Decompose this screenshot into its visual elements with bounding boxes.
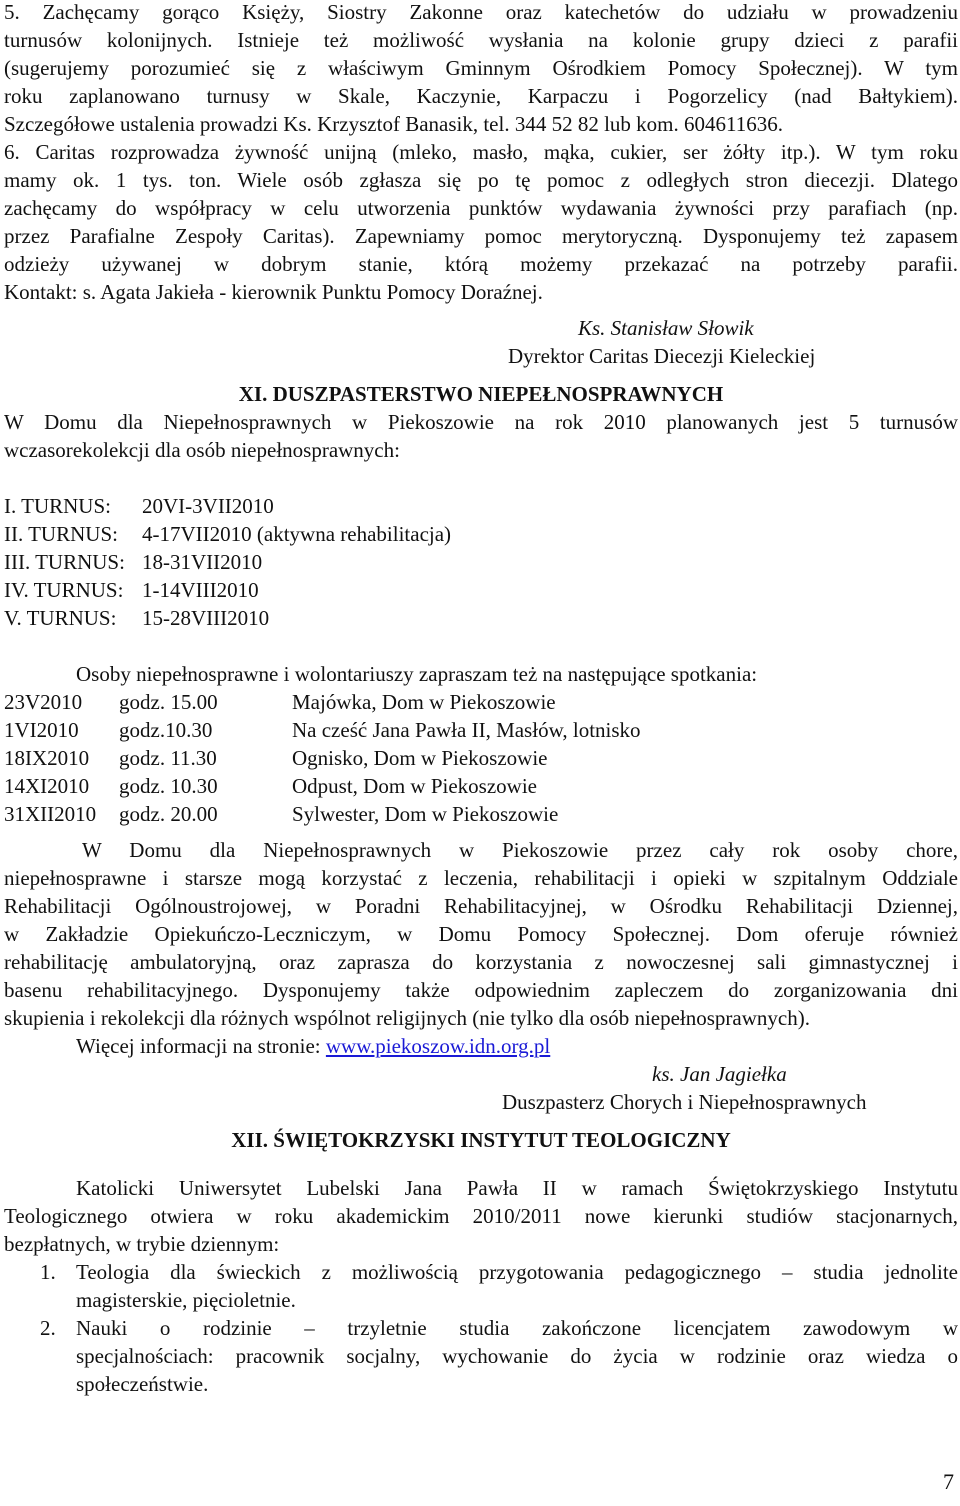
text-line: specjalnościach: pracownik socjalny, wychowanie do życia w rodzinie oraz wiedza o: [76, 1344, 958, 1368]
text-line: Rehabilitacji Ogólnoustrojowej, w Poradni Rehabilitacyjnej, w Ośrodku Rehabilitacji Dziennej,: [4, 894, 958, 918]
text-line: 5. Zachęcamy gorąco Księży, Siostry Zakonne oraz katechetów do udziału w prowadzeniu: [4, 0, 958, 24]
more-info-prefix: Więcej informacji na stronie:: [76, 1034, 326, 1058]
section-xii-intro: [4, 1174, 958, 1258]
text-line: społeczeństwie.: [76, 1372, 209, 1396]
turnus-label: V. TURNUS:: [4, 606, 117, 630]
section-xi-title: XI. DUSZPASTERSTWO NIEPEŁNOSPRAWNYCH: [238, 382, 724, 406]
events-list: [4, 688, 958, 828]
website-link[interactable]: www.piekoszow.idn.org.pl: [325, 1034, 551, 1058]
signature-name: Ks. Stanisław Słowik: [578, 316, 754, 340]
section-xii-title: XII. ŚWIĘTOKRZYSKI INSTYTUT TEOLOGICZNY: [231, 1128, 731, 1152]
text-line: turnusów kolonijnych. Istnieje też możliwość wysłania na kolonie grupy dzieci z parafii: [4, 28, 958, 52]
paragraph-5: [4, 0, 958, 138]
turnus-list: [4, 492, 958, 632]
turnus-row: [4, 492, 958, 520]
text-line: (sugerujemy porozumieć się z właściwym Gminnym Ośrodkiem Pomocy Społecznej). W tym: [4, 56, 958, 80]
turnus-dates: 15-28VIII2010: [142, 606, 270, 630]
signature-name: ks. Jan Jagiełka: [652, 1062, 787, 1086]
text-line: W Domu dla Niepełnosprawnych w Piekoszowie na rok 2010 planowanych jest 5 turnusów: [4, 410, 958, 434]
turnus-label: IV. TURNUS:: [4, 578, 124, 602]
turnus-row: [4, 548, 958, 576]
text-line: basenu rehabilitacyjnego. Dysponujemy także odpowiednim zapleczem do zorganizowania dni: [4, 978, 958, 1002]
list-number: 2.: [40, 1316, 56, 1340]
text-line: Kontakt: s. Agata Jakieła - kierownik Punktu Pomocy Doraźnej.: [4, 280, 543, 304]
event-time: godz. 15.00: [119, 690, 218, 714]
document-page: [4, 0, 958, 1398]
page-number: 7: [943, 1469, 954, 1494]
text-line: niepełnosprawne i starsze mogą korzystać z leczenia, rehabilitacji i opieki w szpitalnym Oddziale: [4, 866, 958, 890]
event-date: 1VI2010: [4, 718, 79, 742]
text-line: Teologia dla świeckich z możliwością przygotowania pedagogicznego – studia jednolite: [76, 1260, 958, 1284]
turnus-dates: 20VI-3VII2010: [142, 494, 274, 518]
list-number: 1.: [40, 1260, 56, 1284]
text-line: wczasorekolekcji dla osób niepełnosprawnych:: [4, 438, 400, 462]
text-line: mamy ok. 1 tys. ton. Wiele osób zgłasza się po tę pomoc z odległych stron diecezji. Dlatego: [4, 168, 958, 192]
event-row: [4, 716, 958, 744]
event-time: godz.10.30: [119, 718, 213, 742]
paragraph-6: [4, 138, 958, 306]
text-line: zachęcamy do współpracy w celu utworzenia punktów wydawania żywności przy parafiach (np.: [4, 196, 958, 220]
event-time: godz. 20.00: [119, 802, 218, 826]
events-intro: Osoby niepełnosprawne i wolontariuszy zapraszam też na następujące spotkania:: [76, 662, 758, 686]
turnus-row: [4, 520, 958, 548]
text-line: rehabilitację ambulatoryjną, oraz zaprasza do korzystania z nowoczesnej sali gimnastycznej i: [4, 950, 958, 974]
turnus-label: I. TURNUS:: [4, 494, 111, 518]
signature-title: Duszpasterz Chorych i Niepełnosprawnych: [502, 1090, 867, 1114]
signature-xi: [4, 1060, 958, 1116]
event-time: godz. 10.30: [119, 774, 218, 798]
turnus-dates: 1-14VIII2010: [142, 578, 259, 602]
text-line: przez Parafialne Zespoły Caritas). Zapewniamy pomoc merytoryczną. Dysponujemy też zapasem: [4, 224, 958, 248]
text-line: Katolicki Uniwersytet Lubelski Jana Pawła II w ramach Świętokrzyskiego Instytutu: [76, 1176, 958, 1200]
event-date: 18IX2010: [4, 746, 90, 770]
event-date: 14XI2010: [4, 774, 90, 798]
event-date: 23V2010: [4, 690, 83, 714]
studies-list: [4, 1258, 958, 1398]
event-row: [4, 772, 958, 800]
turnus-row: [4, 604, 958, 632]
event-row: [4, 688, 958, 716]
more-info-line: [4, 1032, 958, 1060]
text-line: magisterskie, pięcioletnie.: [76, 1288, 296, 1312]
event-description: Odpust, Dom w Piekoszowie: [292, 774, 537, 798]
signature-title: Dyrektor Caritas Diecezji Kieleckiej: [508, 344, 816, 368]
turnus-label: III. TURNUS:: [4, 550, 125, 574]
text-line: odzieży używanej w dobrym stanie, którą możemy przekazać na potrzeby parafii.: [4, 252, 958, 276]
section-xi-body: [4, 836, 958, 1032]
list-text: [76, 1314, 958, 1398]
text-line: roku zaplanowano turnusy w Skale, Kaczynie, Karpaczu i Pogorzelicy (nad Bałtykiem).: [4, 84, 958, 108]
list-item: [4, 1314, 958, 1398]
text-line: bezpłatnych, w trybie dziennym:: [4, 1232, 280, 1256]
list-text: [76, 1258, 958, 1314]
signature-caritas: [4, 314, 958, 370]
event-description: Ognisko, Dom w Piekoszowie: [292, 746, 548, 770]
turnus-dates: 18-31VII2010: [142, 550, 263, 574]
event-description: Sylwester, Dom w Piekoszowie: [292, 802, 559, 826]
text-line: w Zakładzie Opiekuńczo-Leczniczym, w Domu Pomocy Społecznej. Dom oferuje również: [4, 922, 958, 946]
text-line: Nauki o rodzinie – trzyletnie studia zakończone licencjatem zawodowym w: [76, 1316, 958, 1340]
event-description: Na cześć Jana Pawła II, Masłów, lotnisko: [292, 718, 641, 742]
text-line: skupienia i rekolekcji dla różnych wspólnot religijnych (nie tylko dla osób niepełnosprawnych).: [4, 1006, 810, 1030]
event-description: Majówka, Dom w Piekoszowie: [292, 690, 556, 714]
event-time: godz. 11.30: [119, 746, 217, 770]
text-line: W Domu dla Niepełnosprawnych w Piekoszowie przez cały rok osoby chore,: [82, 838, 958, 862]
list-item: [4, 1258, 958, 1314]
text-line: Teologicznego otwiera w roku akademickim 2010/2011 nowe kierunki studiów stacjonarnych,: [4, 1204, 958, 1228]
event-date: 31XII2010: [4, 802, 97, 826]
text-line: Szczegółowe ustalenia prowadzi Ks. Krzysztof Banasik, tel. 344 52 82 lub kom. 604611636.: [4, 112, 783, 136]
turnus-label: II. TURNUS:: [4, 522, 118, 546]
event-row: [4, 800, 958, 828]
turnus-dates: 4-17VII2010 (aktywna rehabilitacja): [142, 522, 452, 546]
section-xi-intro: [4, 408, 958, 464]
text-line: 6. Caritas rozprowadza żywność unijną (mleko, masło, mąka, cukier, ser żółty itp.). W tym roku: [4, 140, 958, 164]
turnus-row: [4, 576, 958, 604]
event-row: [4, 744, 958, 772]
